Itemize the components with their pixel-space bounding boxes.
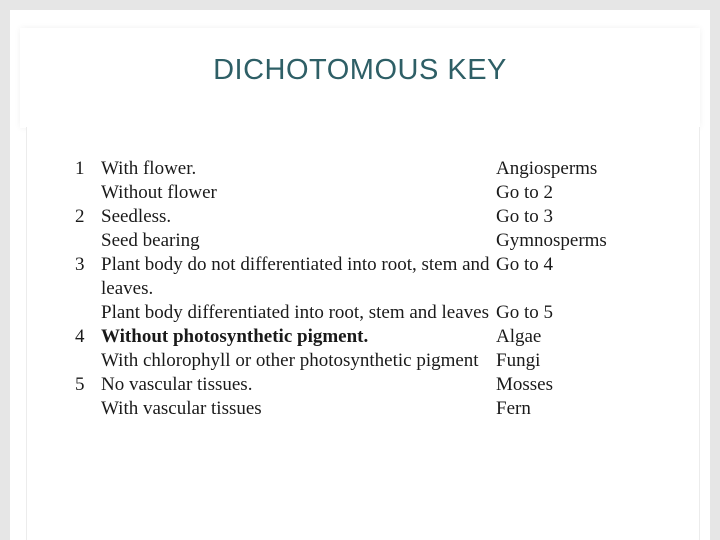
key-result: Fungi (496, 350, 541, 371)
dichotomous-key-image (26, 127, 700, 540)
key-description: With flower. (101, 158, 197, 179)
key-result: Go to 2 (496, 182, 553, 203)
key-step-number (75, 181, 101, 205)
key-result: Fern (496, 398, 531, 419)
key-description: Seedless. (101, 206, 172, 227)
key-step-number: 4 (75, 326, 85, 347)
key-result: Go to 4 (496, 254, 553, 275)
key-result: Mosses (496, 374, 554, 395)
key-step-number: 2 (75, 206, 85, 227)
slide-title: DICHOTOMOUS KEY (213, 54, 507, 86)
key-step-number: 5 (75, 374, 85, 395)
key-result: Go to 3 (496, 206, 553, 227)
key-row (75, 397, 696, 421)
key-step-number (75, 301, 101, 325)
key-row (75, 349, 696, 373)
key-row (75, 229, 696, 253)
key-description: With chlorophyll or other photosynthetic pigment (101, 350, 479, 371)
key-row (75, 205, 696, 229)
key-row (75, 157, 696, 181)
key-step-number (75, 229, 101, 253)
key-result: Gymnosperms (496, 230, 607, 251)
key-row (75, 301, 696, 325)
key-result: Angiosperms (496, 158, 598, 179)
key-row (75, 253, 696, 301)
key-step-number: 1 (75, 158, 85, 179)
slide (10, 10, 710, 540)
key-description: Plant body differentiated into root, stem and leaves (101, 302, 489, 323)
key-step-number: 3 (75, 254, 85, 275)
key-step-number (75, 349, 101, 373)
key-description: Without photosynthetic pigment. (101, 326, 369, 347)
key-row (75, 181, 696, 205)
key-result: Algae (496, 326, 542, 347)
key-description: Without flower (101, 182, 217, 203)
key-step-number (75, 397, 101, 421)
key-result: Go to 5 (496, 302, 553, 323)
dichotomous-key-table (75, 157, 696, 421)
key-description: Plant body do not differentiated into root, stem and leaves. (101, 254, 490, 299)
key-row (75, 325, 696, 349)
key-row (75, 373, 696, 397)
key-description: Seed bearing (101, 230, 200, 251)
key-description: With vascular tissues (101, 398, 262, 419)
key-description: No vascular tissues. (101, 374, 253, 395)
